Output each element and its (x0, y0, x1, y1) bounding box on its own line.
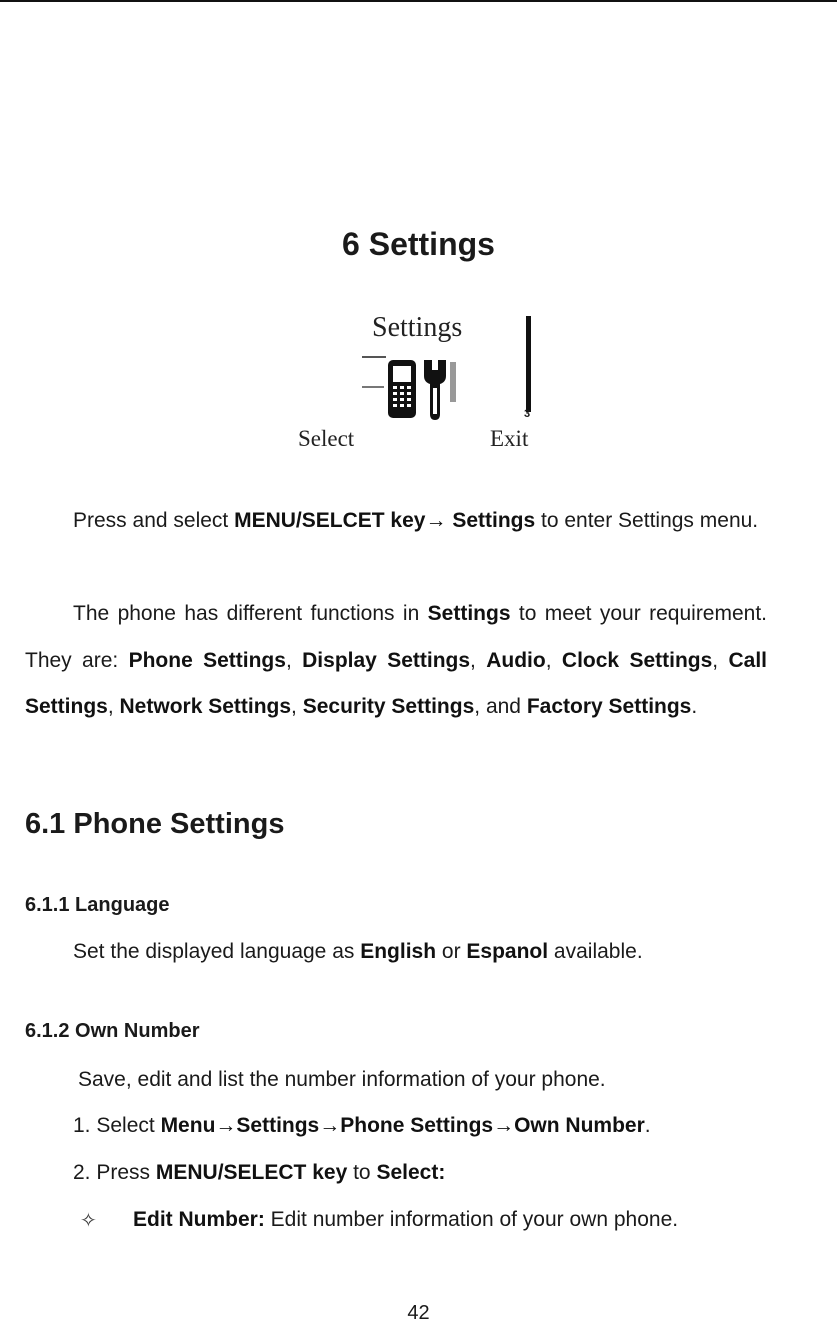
language-description: Set the displayed language as English or Espanol available. (73, 940, 643, 963)
chapter-title: 6 Settings (342, 226, 495, 262)
phone-screen-figure (290, 308, 550, 458)
own-number-step-2: 2. Press MENU/SELECT key to Select: (73, 1161, 446, 1184)
mobile-phone-icon (362, 356, 416, 418)
diamond-bullet-icon: ✧ (80, 1210, 97, 1232)
wrench-icon (424, 360, 456, 420)
subsection-heading-own-number: 6.1.2 Own Number (25, 1020, 200, 1042)
scrollbar (526, 316, 531, 412)
intro-paragraph-2: The phone has different functions in Settings to meet your requirement. They are: Phone Settings, Display Settings, Audio, Clock Settings, Call Settings, Network Settings, Security Settings, and Factory Settings. (25, 602, 768, 718)
scroll-index: 3 (524, 408, 531, 420)
settings-icon-group (362, 352, 482, 426)
subsection-heading-language: 6.1.1 Language (25, 894, 170, 916)
right-softkey-label: Exit (490, 426, 529, 451)
screen-title: Settings (372, 312, 463, 343)
top-rule (0, 0, 837, 2)
own-number-step-1: 1. Select Menu→Settings→Phone Settings→Own Number. (73, 1114, 651, 1137)
section-heading-phone-settings: 6.1 Phone Settings (25, 808, 285, 840)
page-number: 42 (407, 1302, 430, 1324)
left-softkey-label: Select (298, 426, 355, 451)
own-number-description: Save, edit and list the number information of your phone. (78, 1068, 606, 1091)
edit-number-item: Edit Number: Edit number information of your own phone. (133, 1208, 679, 1231)
intro-paragraph-1: Press and select MENU/SELCET key→ Settings to enter Settings menu. (73, 509, 759, 532)
